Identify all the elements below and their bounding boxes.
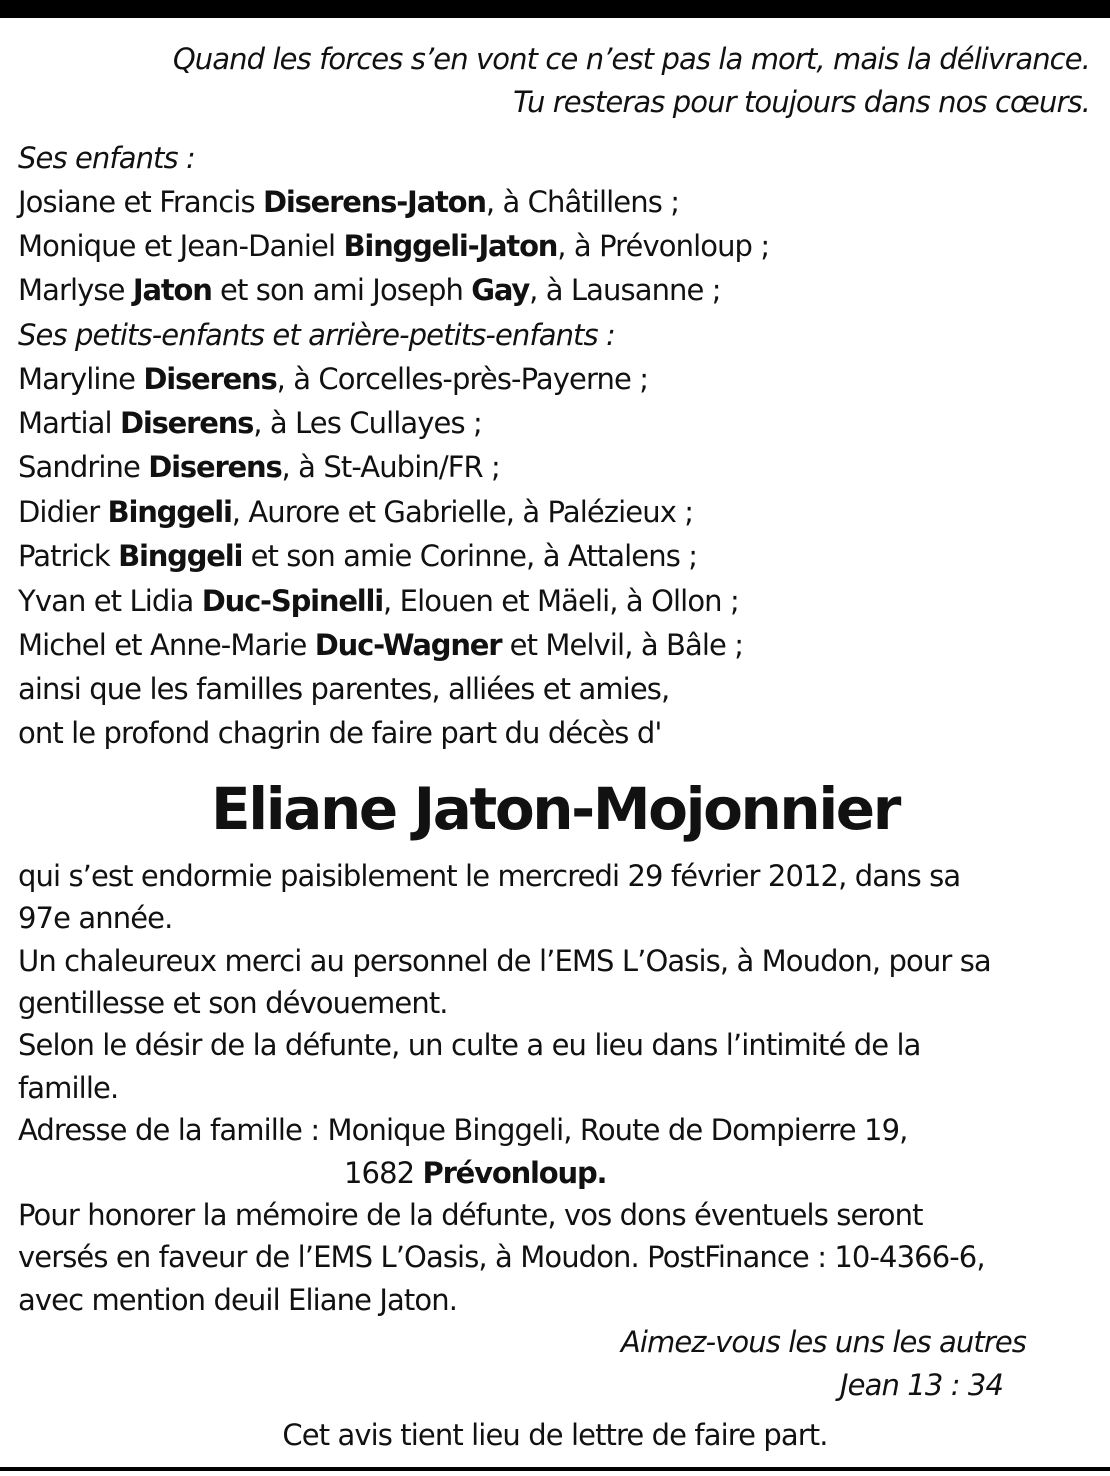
- body-line: qui s’est endormie paisiblement le mercredi 29 février 2012, dans sa: [18, 859, 961, 893]
- grandchild-line: Sandrine Diserens, à St-Aubin/FR ;: [18, 450, 500, 484]
- grandchildren-heading: Ses petits-enfants et arrière-petits-enfants :: [18, 318, 615, 352]
- grandchild-line: Patrick Binggeli et son amie Corinne, à Attalens ;: [18, 539, 698, 573]
- grandchild-line: Yvan et Lidia Duc-Spinelli, Elouen et Mäeli, à Ollon ;: [18, 584, 739, 618]
- children-heading: Ses enfants :: [18, 141, 195, 175]
- child-line: Monique et Jean-Daniel Binggeli-Jaton, à Prévonloup ;: [18, 229, 770, 263]
- epigraph-line-1: Quand les forces s’en vont ce n’est pas la mort, mais la délivrance.: [172, 42, 1090, 76]
- family-address-city: 1682 Prévonloup.: [344, 1156, 607, 1190]
- donation-line: versés en faveur de l’EMS L’Oasis, à Moudon. PostFinance : 10-4366-6,: [18, 1240, 985, 1274]
- body-line: Un chaleureux merci au personnel de l’EMS L’Oasis, à Moudon, pour sa: [18, 944, 991, 978]
- donation-line: Pour honorer la mémoire de la défunte, vos dons éventuels seront: [18, 1198, 923, 1232]
- body-line: famille.: [18, 1071, 119, 1105]
- grandchild-line: Michel et Anne-Marie Duc-Wagner et Melvil, à Bâle ;: [18, 628, 744, 662]
- announcement-line: ont le profond chagrin de faire part du décès d': [18, 716, 662, 750]
- grandchild-line: Martial Diserens, à Les Cullayes ;: [18, 406, 482, 440]
- child-line: Marlyse Jaton et son ami Joseph Gay, à Lausanne ;: [18, 273, 721, 307]
- child-line: Josiane et Francis Diserens-Jaton, à Châtillens ;: [18, 185, 680, 219]
- verse-text: Aimez-vous les uns les autres: [620, 1325, 1026, 1359]
- grandchild-line: Maryline Diserens, à Corcelles-près-Payerne ;: [18, 362, 649, 396]
- closing-line: Cet avis tient lieu de lettre de faire part.: [282, 1418, 828, 1452]
- epigraph-line-2: Tu resteras pour toujours dans nos cœurs.: [513, 85, 1090, 119]
- body-line: 97e année.: [18, 901, 173, 935]
- grandchild-line: Didier Binggeli, Aurore et Gabrielle, à Palézieux ;: [18, 495, 694, 529]
- donation-line: avec mention deuil Eliane Jaton.: [18, 1283, 458, 1317]
- body-line: gentillesse et son dévouement.: [18, 986, 448, 1020]
- verse-reference: Jean 13 : 34: [840, 1368, 1003, 1402]
- family-address-line: Adresse de la famille : Monique Binggeli, Route de Dompierre 19,: [18, 1113, 908, 1147]
- deceased-name: Eliane Jaton-Mojonnier: [211, 775, 899, 843]
- families-line: ainsi que les familles parentes, alliées et amies,: [18, 672, 670, 706]
- top-rule: [0, 0, 1110, 18]
- body-line: Selon le désir de la défunte, un culte a eu lieu dans l’intimité de la: [18, 1028, 921, 1062]
- bottom-rule: [0, 1467, 1110, 1471]
